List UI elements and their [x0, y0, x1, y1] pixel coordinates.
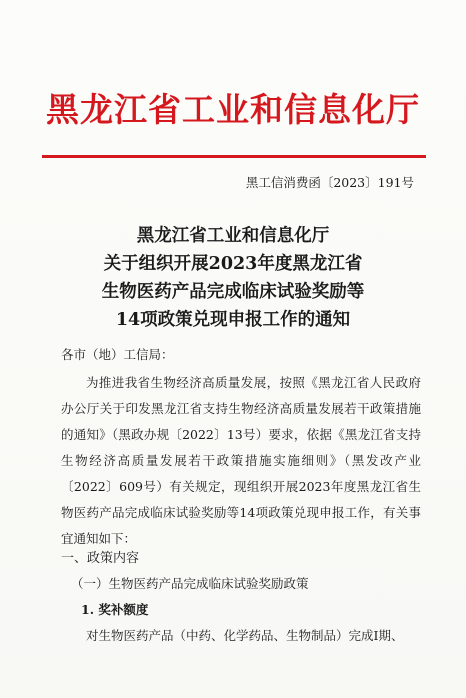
- intro-paragraph: 为推进我省生物经济高质量发展，按照《黑龙江省人民政府办公厅关于印发黑龙江省支持生物经济高质量发展若干政策措施的通知》（黑政办规〔2022〕13号）要求，依据《黑龙江省支持生物经济高质量发展若干政策措施实施细则》（黑发改产业〔2022〕609号）有关规定，现组织开展2023年度黑龙江省生物医药产品完成临床试验奖励等14项政策兑现申报工作，有关事宜通知如下：: [61, 375, 421, 546]
- body-text-continued: 对生物医药产品（中药、化学药品、生物制品）完成Ⅰ期、: [86, 628, 404, 643]
- title-line-2: 关于组织开展2023年度黑龙江省: [103, 254, 363, 274]
- title-line-4: 14项政策兑现申报工作的通知: [115, 310, 351, 330]
- subsection-heading-clinical-trial-reward: （一）生物医药产品完成临床试验奖励政策: [71, 576, 309, 591]
- title-line-1: 黑龙江省工业和信息化厅: [136, 226, 330, 246]
- document-number: 黑工信消费函〔2023〕191号: [245, 175, 414, 190]
- item-heading-subsidy-amount: 1. 奖补额度: [81, 602, 149, 617]
- issuing-authority-header: 黑龙江省工业和信息化厅: [46, 93, 420, 129]
- notice-title: [0, 222, 466, 334]
- section-heading-policy-content: 一、政策内容: [61, 551, 140, 566]
- red-separator-line: [42, 155, 426, 158]
- salutation: 各市（地）工信局：: [61, 347, 174, 362]
- title-line-3: 生物医药产品完成临床试验奖励等: [101, 282, 365, 302]
